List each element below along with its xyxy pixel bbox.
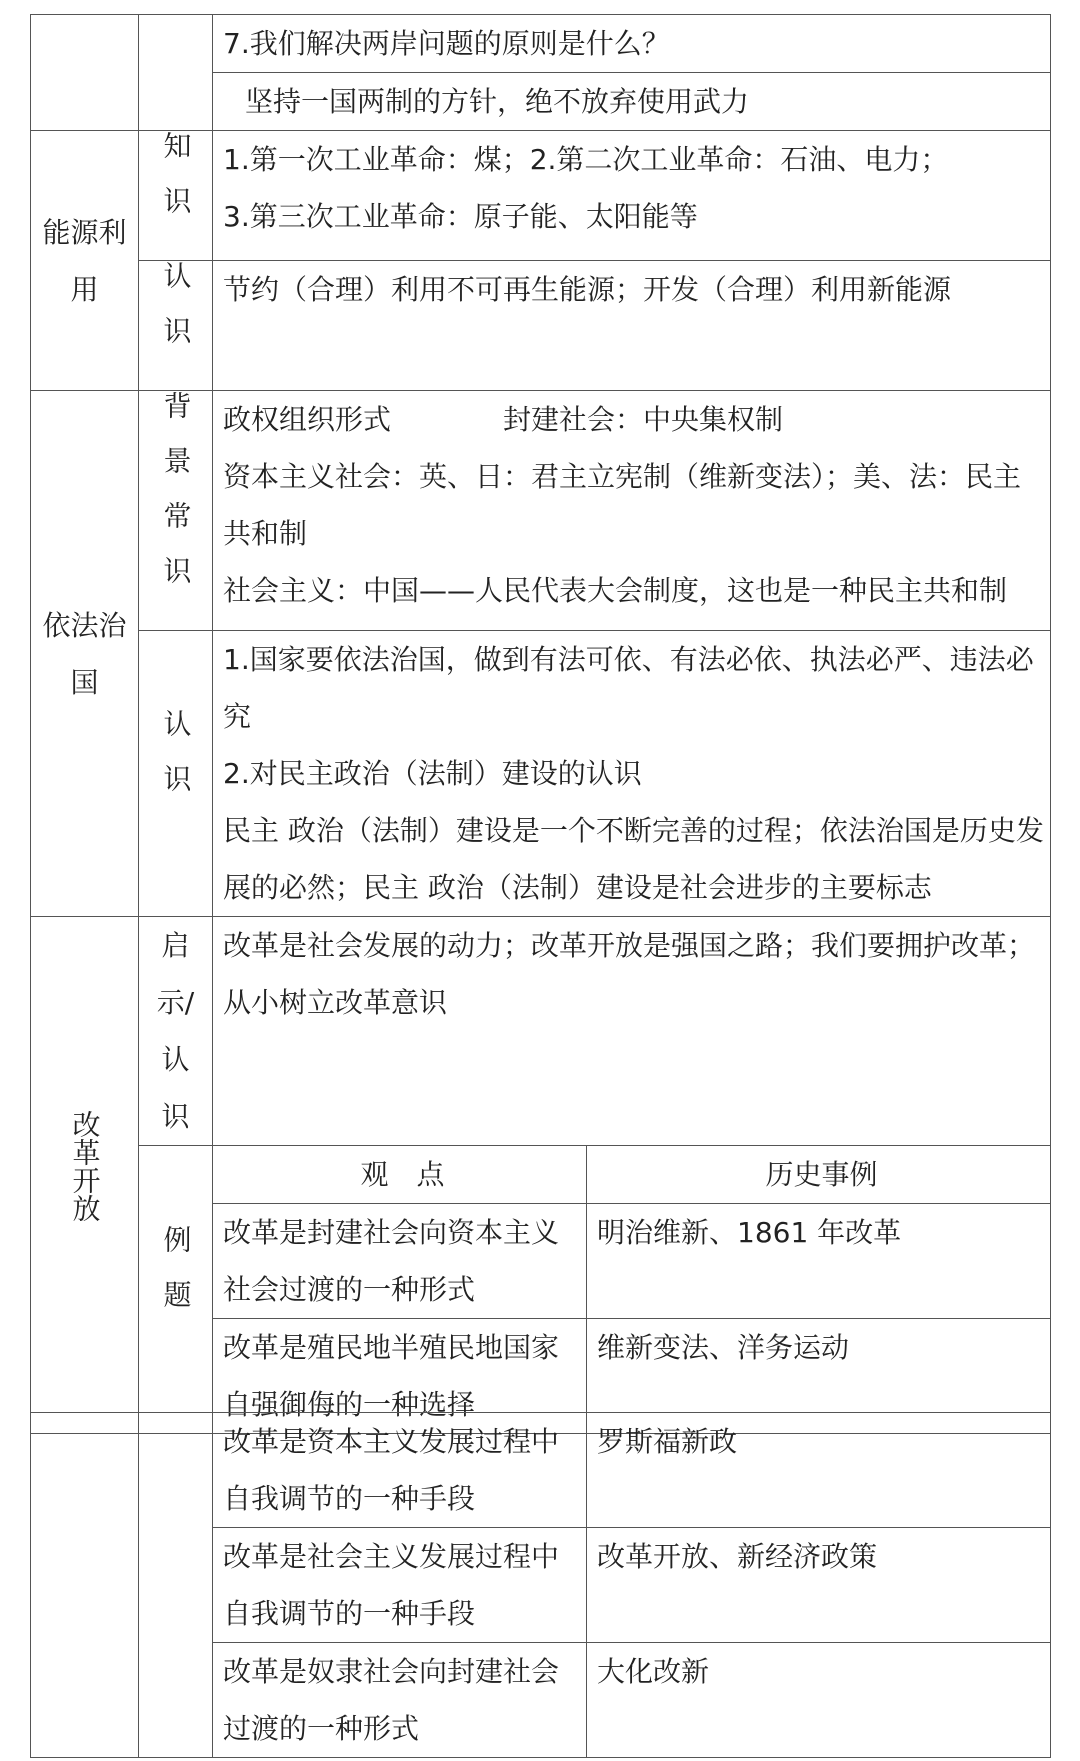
topic-reform: [31, 917, 139, 1434]
topic-energy-label: 能源利用: [42, 215, 127, 306]
energy-knowledge-line1: 1.第一次工业革命：煤；2.第二次工业革命：石油、电力；: [223, 143, 949, 176]
reform-view-3: 改革是社会主义发展过程中自我调节的一种手段: [213, 1528, 587, 1643]
empty-topic-cell-2: [31, 1413, 139, 1758]
q7-answer: 坚持一国两制的方针，绝不放弃使用武力: [213, 73, 1051, 131]
reform-event-3: 改革开放、新经济政策: [587, 1528, 1051, 1643]
topic-energy: [31, 131, 139, 391]
energy-knowledge-line2: 3.第三次工业革命：原子能、太阳能等: [223, 200, 698, 233]
topic-rule-of-law: [31, 391, 139, 917]
rule-cognition-line2: 2.对民主政治（法制）建设的认识: [223, 757, 642, 790]
rule-cognition-line1: 1.国家要依法治国，做到有法可依、有法必依、执法必严、违法必究: [223, 643, 1034, 733]
q7-question: 7.我们解决两岸问题的原则是什么？: [213, 15, 1051, 73]
reform-view-2: 改革是资本主义发展过程中自我调节的一种手段: [213, 1413, 587, 1528]
label-insight-text: 启示/认识: [156, 929, 195, 1133]
col-header-view: 观 点: [213, 1146, 587, 1204]
label-knowledge: [139, 131, 213, 261]
rule-background-line2: 资本主义社会：英、日：君主立宪制（维新变法）；美、法：民主共和制: [223, 460, 1022, 550]
energy-knowledge: [213, 131, 1051, 261]
label-background: [139, 391, 213, 631]
empty-label-cell: [139, 15, 213, 131]
rule-cognition-line3: 民主 政治（法制）建设是一个不断完善的过程；依法治国是历史发展的必然；民主 政治（法制）建设是社会进步的主要标志: [223, 814, 1044, 904]
rule-cognition: [213, 631, 1051, 917]
knowledge-table-page2: [30, 1412, 1051, 1758]
topic-reform-label: 改革开放: [68, 1109, 102, 1222]
label-background-text: 背景常识: [159, 391, 193, 611]
reform-insight: 改革是社会发展的动力；改革开放是强国之路；我们要拥护改革；从小树立改革意识: [213, 917, 1051, 1146]
label-insight: [139, 917, 213, 1146]
rule-background-line3: 社会主义：中国——人民代表大会制度，这也是一种民主共和制: [223, 574, 1008, 607]
knowledge-table-page1: [30, 14, 1051, 1434]
reform-event-1: 维新变法、洋务运动: [587, 1319, 1051, 1434]
empty-topic-cell: [31, 15, 139, 131]
rule-background: [213, 391, 1051, 631]
label-example: [139, 1146, 213, 1434]
energy-cognition: 节约（合理）利用不可再生能源；开发（合理）利用新能源: [213, 261, 1051, 391]
topic-rule-of-law-label: 依法治国: [42, 608, 127, 699]
reform-view-0: 改革是封建社会向资本主义社会过渡的一种形式: [213, 1204, 587, 1319]
reform-event-4: 大化改新: [587, 1643, 1051, 1758]
label-energy-cognition: [139, 261, 213, 391]
label-energy-cognition-text: 认识: [159, 261, 193, 371]
reform-event-0: 明治维新、1861 年改革: [587, 1204, 1051, 1319]
rule-background-line1: 政权组织形式 封建社会：中央集权制: [223, 403, 784, 436]
reform-event-2: 罗斯福新政: [587, 1413, 1051, 1528]
reform-view-1: 改革是殖民地半殖民地国家自强御侮的一种选择: [213, 1319, 587, 1434]
label-knowledge-text: 知识: [159, 131, 193, 241]
label-example-text: 例题: [159, 1225, 193, 1335]
label-rule-cognition-text: 认识: [159, 709, 193, 819]
label-rule-cognition: [139, 631, 213, 917]
reform-view-4: 改革是奴隶社会向封建社会过渡的一种形式: [213, 1643, 587, 1758]
col-header-event: 历史事例: [587, 1146, 1051, 1204]
empty-label-cell-2: [139, 1413, 213, 1758]
